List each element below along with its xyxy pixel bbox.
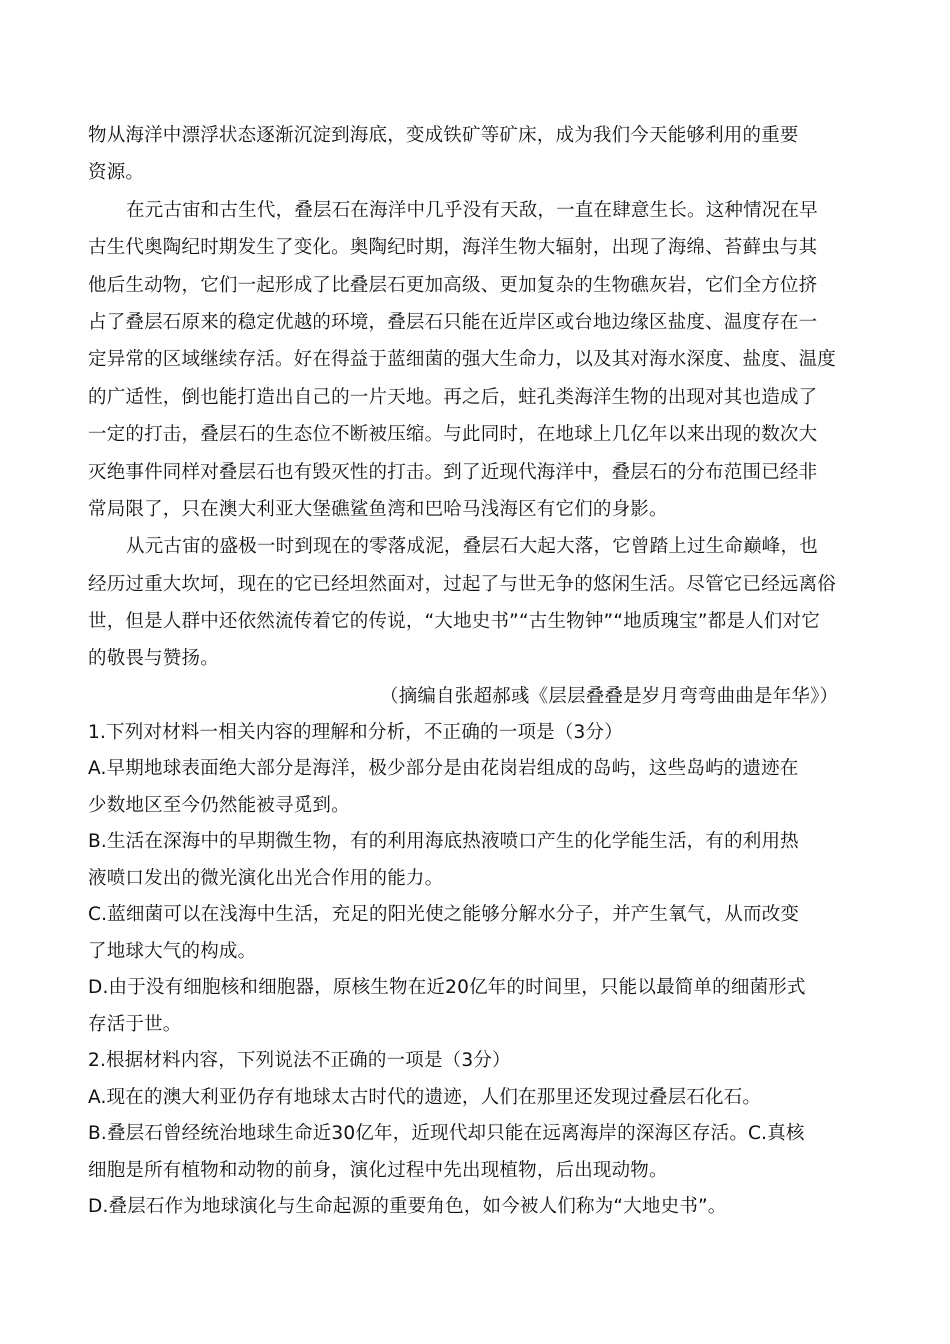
article-line: 古生代奥陶纪时期发生了变化。奥陶纪时期，海洋生物大辐射，出现了海绵、苔藓虫与其 xyxy=(88,237,818,258)
question-1-option-a: A.早期地球表面绝大部分是海洋，极少部分是由花岗岩组成的岛屿，这些岛屿的遗迹在 xyxy=(88,758,799,779)
article-line: 在元古宙和古生代，叠层石在海洋中几乎没有天敌，一直在肆意生长。这种情况在早 xyxy=(126,200,818,221)
question-1-option-c: C.蓝细菌可以在浅海中生活，充足的阳光使之能够分解水分子，并产生氧气，从而改变 xyxy=(88,904,800,925)
article-line: 灭绝事件同样对叠层石也有毁灭性的打击。到了近现代海洋中，叠层石的分布范围已经非 xyxy=(88,462,818,483)
question-2-option-b: B.叠层石曾经统治地球生命近30亿年，近现代却只能在远离海岸的深海区存活。C.真核 xyxy=(88,1123,805,1144)
question-1-option-b: B.生活在深海中的早期微生物，有的利用海底热液喷口产生的化学能生活，有的利用热 xyxy=(88,831,799,852)
article-line: 他后生动物，它们一起形成了比叠层石更加高级、更加复杂的生物礁灰岩，它们全方位挤 xyxy=(88,275,818,296)
question-2-option-a: A.现在的澳大利亚仍存有地球太古时代的遗迹，人们在那里还发现过叠层石化石。 xyxy=(88,1087,762,1108)
article-line: 的敬畏与赞扬。 xyxy=(88,648,219,669)
question-1-option-c-cont: 了地球大气的构成。 xyxy=(88,941,257,962)
question-1-option-d-cont: 存活于世。 xyxy=(88,1014,182,1035)
question-2-option-c: 细胞是所有植物和动物的前身，演化过程中先出现植物，后出现动物。 xyxy=(88,1160,668,1181)
article-line: 一定的打击，叠层石的生态位不断被压缩。与此同时，在地球上几亿年以来出现的数次大 xyxy=(88,424,818,445)
question-1-option-b-cont: 液喷口发出的微光演化出光合作用的能力。 xyxy=(88,868,444,889)
question-1-option-d: D.由于没有细胞核和细胞器，原核生物在近20亿年的时间里，只能以最简单的细菌形式 xyxy=(88,977,806,998)
article-line: 经历过重大坎坷，现在的它已经坦然面对，过起了与世无争的悠闲生活。尽管它已经远离俗 xyxy=(88,574,837,595)
question-1-option-a-cont: 少数地区至今仍然能被寻觅到。 xyxy=(88,795,350,816)
continuation-source xyxy=(0,0,1,1)
source-citation: （摘编自张超郝彧《层层叠叠是岁月弯弯曲曲是年华》） xyxy=(380,686,839,707)
article-line: 物从海洋中漂浮状态逐渐沉淀到海底，变成铁矿等矿床，成为我们今天能够利用的重要 xyxy=(88,125,799,146)
article-line: 常局限了，只在澳大利亚大堡礁鲨鱼湾和巴哈马浅海区有它们的身影。 xyxy=(88,499,668,520)
article-line: 定异常的区域继续存活。好在得益于蓝细菌的强大生命力，以及其对海水深度、盐度、温度 xyxy=(88,349,837,370)
article-line: 从元古宙的盛极一时到现在的零落成泥，叠层石大起大落，它曾踏上过生命巅峰，也 xyxy=(126,536,818,557)
article-line: 资源。 xyxy=(88,162,145,183)
question-2-stem: 2.根据材料内容，下列说法不正确的一项是（3分） xyxy=(88,1050,511,1071)
article-line: 占了叠层石原来的稳定优越的环境，叠层石只能在近岸区或台地边缘区盐度、温度存在一 xyxy=(88,312,818,333)
article-line: 的广适性，倒也能打造出自己的一片天地。再之后，蛀孔类海洋生物的出现对其也造成了 xyxy=(88,387,818,408)
question-2-option-d: D.叠层石作为地球演化与生命起源的重要角色，如今被人们称为“大地史书”。 xyxy=(88,1196,727,1217)
article-line: 世，但是人群中还依然流传着它的传说，“大地史书”“古生物钟”“地质瑰宝”都是人们对它 xyxy=(88,611,820,632)
question-1-stem: 1.下列对材料一相关内容的理解和分析，不正确的一项是（3分） xyxy=(88,722,623,743)
